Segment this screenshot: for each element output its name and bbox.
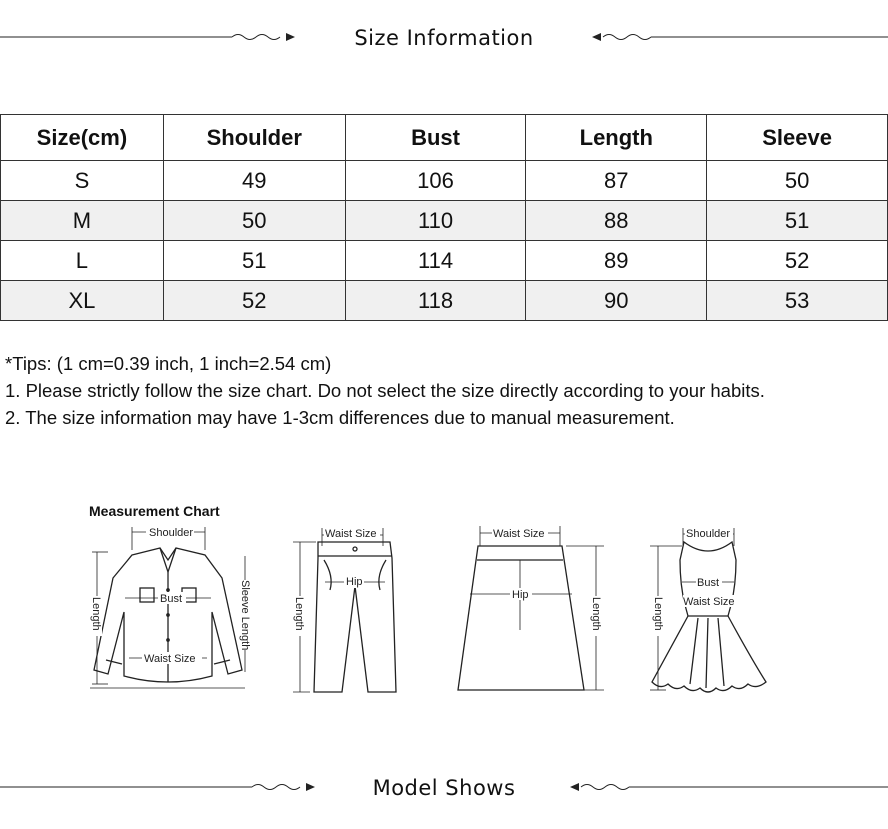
- table-cell: 110: [345, 201, 526, 241]
- tips-item: 1. Please strictly follow the size chart. Do not select the size directly according to your habits.: [5, 380, 765, 401]
- table-row: [1, 241, 888, 281]
- shirt-waist-label: Waist Size: [144, 653, 196, 665]
- dress-bust-label: Bust: [697, 577, 720, 589]
- table-cell: 52: [163, 281, 345, 321]
- size-information-banner: [0, 20, 888, 60]
- table-cell: 106: [345, 161, 526, 201]
- skirt-hip-label: Hip: [512, 589, 529, 601]
- tips-item: 2. The size information may have 1-3cm differences due to manual measurement.: [5, 407, 675, 428]
- table-cell: 49: [163, 161, 345, 201]
- skirt-diagram: [458, 546, 584, 690]
- table-cell: 89: [526, 241, 707, 281]
- pants-hip-label: Hip: [346, 576, 363, 588]
- table-cell: 50: [163, 201, 345, 241]
- column-header-sleeve: Sleeve: [707, 115, 888, 161]
- table-header-row: [1, 115, 888, 161]
- shirt-length-label: Length: [90, 597, 102, 631]
- pants-diagram: [314, 542, 396, 692]
- table-cell: XL: [1, 281, 164, 321]
- model-shows-banner: [0, 770, 888, 810]
- dress-diagram: [652, 542, 766, 692]
- table-cell: L: [1, 241, 164, 281]
- table-cell: 118: [345, 281, 526, 321]
- table-cell: M: [1, 201, 164, 241]
- table-row: [1, 281, 888, 321]
- column-header-shoulder: Shoulder: [163, 115, 345, 161]
- skirt-length-label: Length: [590, 597, 602, 631]
- size-chart-table: [0, 114, 888, 321]
- tips-conversion-note: *Tips: (1 cm=0.39 inch, 1 inch=2.54 cm): [5, 353, 332, 374]
- shirt-bust-label: Bust: [160, 593, 183, 605]
- table-cell: 114: [345, 241, 526, 281]
- measurement-chart-illustration: [0, 515, 888, 705]
- table-cell: 87: [526, 161, 707, 201]
- table-cell: 50: [707, 161, 888, 201]
- size-tips: [5, 350, 765, 431]
- pants-measure-lines: [293, 528, 385, 692]
- column-header-bust: Bust: [345, 115, 526, 161]
- banner-title: Size Information: [354, 26, 534, 50]
- pants-length-label: Length: [293, 597, 305, 631]
- table-cell: 88: [526, 201, 707, 241]
- column-header-length: Length: [526, 115, 707, 161]
- table-cell: 51: [707, 201, 888, 241]
- table-row: [1, 161, 888, 201]
- column-header-size: Size(cm): [1, 115, 164, 161]
- dress-shoulder-label: Shoulder: [686, 528, 731, 540]
- banner-title: Model Shows: [372, 776, 516, 800]
- measurement-chart-title: Measurement Chart: [89, 503, 220, 519]
- shirt-sleeve-label: Sleeve Length: [239, 580, 251, 651]
- table-row: [1, 201, 888, 241]
- dress-waist-label: Waist Size: [683, 596, 735, 608]
- table-cell: 90: [526, 281, 707, 321]
- dress-length-label: Length: [652, 597, 664, 631]
- skirt-waist-label: Waist Size: [493, 528, 545, 540]
- table-cell: 53: [707, 281, 888, 321]
- table-cell: 51: [163, 241, 345, 281]
- shirt-shoulder-label: Shoulder: [149, 527, 194, 539]
- table-cell: S: [1, 161, 164, 201]
- skirt-measure-lines: [470, 526, 604, 690]
- pants-waist-label: Waist Size: [325, 528, 377, 540]
- table-cell: 52: [707, 241, 888, 281]
